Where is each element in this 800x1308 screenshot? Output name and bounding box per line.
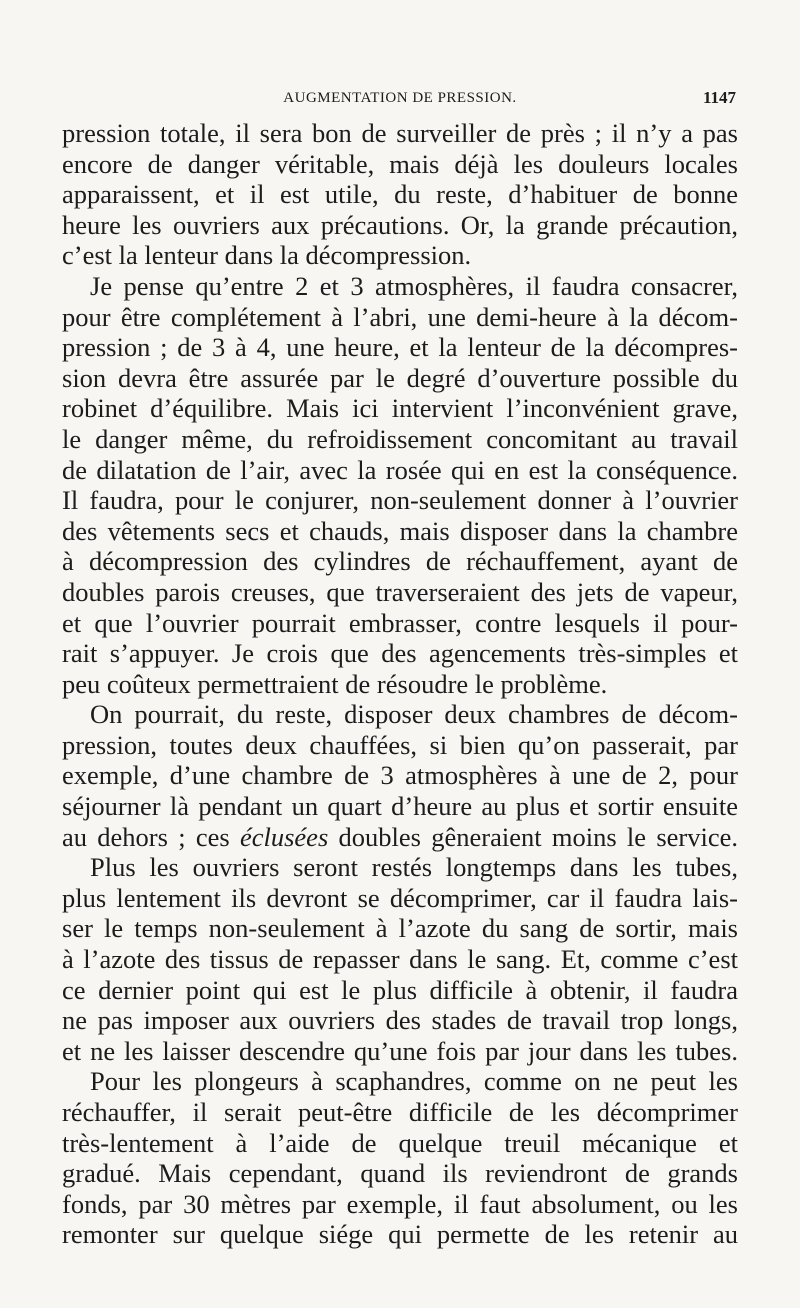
text-line: remonter sur quelque siége qui permette de les retenir au [62,1219,738,1250]
paragraph-5 [62,1066,738,1250]
text-line: robinet d’équilibre. Mais ici intervient l’inconvénient grave, [62,393,738,424]
text-line: On pourrait, du reste, disposer deux chambres de décom- [90,699,738,730]
text-line: et que l’ouvrier pourrait embrasser, contre lesquels il pour- [62,607,738,638]
italic-term: éclusées [239,821,329,852]
text-line: fonds, par 30 mètres par exemple, il faut absolument, ou les [62,1188,738,1219]
text-line: pression, toutes deux chauffées, si bien qu’on passerait, par [62,729,738,760]
text-line: doubles parois creuses, que traverseraient des jets de vapeur, [62,576,738,607]
text-line: sion devra être assurée par le degré d’ouverture possible du [62,362,738,393]
text-line: ser le temps non-seulement à l’azote du sang de sortir, mais [62,913,738,944]
text-line: ce dernier point qui est le plus difficile à obtenir, il faudra [62,974,738,1005]
text-line: rait s’appuyer. Je crois que des agencements très-simples et [62,638,738,669]
text-line: Pour les plongeurs à scaphandres, comme on ne peut les [90,1066,738,1097]
page-number: 1147 [702,88,736,107]
text-line: plus lentement ils devront se décomprimer, car il faudra lais- [62,882,738,913]
text-line: apparaissent, et il est utile, du reste, d’habituer de bonne [62,179,738,210]
text-line: ne pas imposer aux ouvriers des stades de travail trop longs, [62,1005,738,1036]
text-line: de dilatation de l’air, avec la rosée qui en est la conséquence. [62,454,738,485]
text-fragment: doubles gêneraient moins le service. [328,821,738,852]
text-line: gradué. Mais cependant, quand ils reviendront de grands [62,1158,738,1189]
paragraph-3 [62,699,738,852]
text-line-mixed [62,822,738,853]
text-line: pression ; de 3 à 4, une heure, et la lenteur de la décompres- [62,332,738,363]
text-line: à décompression des cylindres de réchauffement, ayant de [62,546,738,577]
text-line: pression totale, il sera bon de surveiller de près ; il n’y a pas [62,118,738,148]
text-line: exemple, d’une chambre de 3 atmosphères à une de 2, pour [62,760,738,791]
text-line: séjourner là pendant un quart d’heure au plus et sortir ensuite [62,791,738,822]
text-line: Je pense qu’entre 2 et 3 atmosphères, il faudra consacrer, [90,270,738,301]
running-header [0,88,800,110]
text-line: c’est la lenteur dans la décompression. [62,240,472,271]
text-line: heure les ouvriers aux précautions. Or, la grande précaution, [62,209,738,240]
text-line: encore de danger véritable, mais déjà les douleurs locales [62,148,738,179]
text-fragment: au dehors ; ces [62,821,240,852]
text-line: des vêtements secs et chauds, mais disposer dans la chambre [62,515,738,546]
text-line: à l’azote des tissus de repasser dans le sang. Et, comme c’est [62,944,738,975]
text-line: pour être complétement à l’abri, une demi-heure à la décom- [62,301,738,332]
paragraph-4 [62,852,738,1066]
paragraph-1 [62,118,738,271]
text-line: Plus les ouvriers seront restés longtemps dans les tubes, [90,852,738,883]
text-line: le danger même, du refroidissement concomitant au travail [62,423,738,454]
text-line: et ne les laisser descendre qu’une fois par jour dans les tubes. [62,1035,738,1066]
running-title: AUGMENTATION DE PRESSION. [283,90,517,106]
text-line: Il faudra, pour le conjurer, non-seulement donner à l’ouvrier [62,485,738,516]
text-line: peu coûteux permettraient de résoudre le problème. [62,668,608,699]
text-line: réchauffer, il serait peut-être difficile de les décomprimer [62,1097,738,1127]
paragraph-2 [62,271,738,699]
text-line: très-lentement à l’aide de quelque treuil mécanique et [62,1127,738,1158]
body-text [62,118,738,1250]
